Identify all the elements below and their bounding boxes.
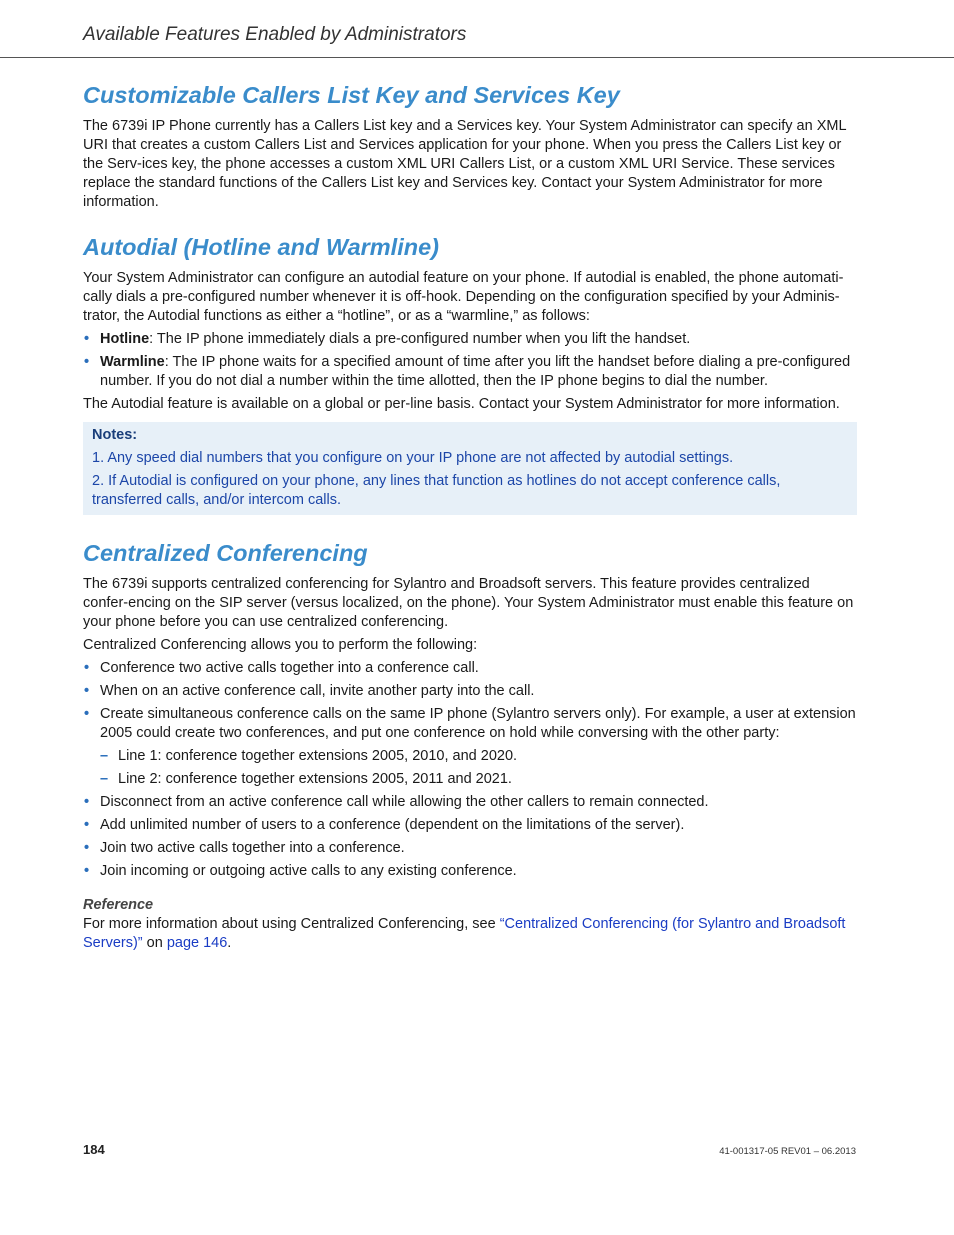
paragraph: The 6739i supports centralized conferencing for Sylantro and Broadsoft servers. This feature provides centralized confer-encing on the SIP server (versus localized, on the phone). Your System Administrator must enable this feature on your phone before you can use centralized conferencing. bbox=[83, 576, 854, 630]
page-content bbox=[83, 80, 857, 953]
bullet-list bbox=[83, 659, 857, 881]
running-header: Available Features Enabled by Administrators bbox=[83, 24, 467, 45]
term-description: : The IP phone immediately dials a pre-configured number when you lift the handset. bbox=[149, 331, 691, 347]
list-item bbox=[83, 705, 857, 789]
header-rule bbox=[0, 57, 954, 58]
list-item: • Disconnect from an active conference call while allowing the other callers to remain connected. bbox=[83, 793, 857, 812]
list-item: • Add unlimited number of users to a conference (dependent on the limitations of the server). bbox=[83, 816, 857, 835]
paragraph: The Autodial feature is available on a global or per-line basis. Contact your System Administrator for more information. bbox=[83, 396, 840, 412]
term: Hotline bbox=[100, 331, 150, 347]
section-title: Autodial (Hotline and Warmline) bbox=[83, 234, 439, 260]
page-number: 184 bbox=[83, 1142, 105, 1157]
note-item: 1. Any speed dial numbers that you configure on your IP phone are not affected by autodial settings. bbox=[92, 450, 734, 466]
sub-list bbox=[100, 747, 857, 789]
reference-text: For more information about using Centralized Conferencing, see bbox=[83, 916, 500, 932]
section-centralized-conferencing bbox=[83, 538, 857, 953]
reference-heading: Reference bbox=[83, 897, 154, 913]
reference-text: . bbox=[227, 935, 232, 951]
document-id: 41-001317-05 REV01 – 06.2013 bbox=[719, 1146, 856, 1157]
list-item bbox=[83, 353, 857, 391]
sub-list-item: – Line 2: conference together extensions 2005, 2011 and 2021. bbox=[100, 770, 857, 789]
section-callers-list bbox=[83, 80, 857, 212]
reference-paragraph bbox=[83, 915, 857, 953]
reference-text: on bbox=[142, 935, 167, 951]
term-description: : The IP phone waits for a specified amount of time after you lift the handset before dialing a pre-configured number. If you do not dial a number within the time allotted, then the IP phone begins to dial the number. bbox=[100, 354, 851, 389]
section-autodial bbox=[83, 232, 857, 515]
notes-box bbox=[83, 422, 857, 515]
section-title: Customizable Callers List Key and Services Key bbox=[83, 82, 620, 108]
paragraph: Your System Administrator can configure an autodial feature on your phone. If autodial is enabled, the phone automati-cally dials a pre-configured number whenever it is off-hook. Depending on the configuration specified by your Adminis-trator, the Autodial functions as either a “hotline”, or as a “warmline,” as follows: bbox=[83, 270, 844, 324]
reference-link-section[interactable]: “Centralized Conferencing (for Sylantro and Broadsoft Servers)” bbox=[83, 916, 846, 951]
reference-link-page[interactable]: page 146 bbox=[166, 935, 228, 951]
sub-list-item: – Line 1: conference together extensions 2005, 2010, and 2020. bbox=[100, 747, 857, 766]
list-item bbox=[83, 330, 857, 349]
note-item: 2. If Autodial is configured on your phone, any lines that function as hotlines do not accept conference calls, transferred calls, and/or intercom calls. bbox=[92, 473, 781, 508]
notes-heading: Notes: bbox=[92, 427, 138, 443]
paragraph: Centralized Conferencing allows you to perform the following: bbox=[83, 637, 478, 653]
list-item: • Join two active calls together into a conference. bbox=[83, 839, 857, 858]
bullet-list bbox=[83, 330, 857, 391]
list-item: • When on an active conference call, invite another party into the call. bbox=[83, 682, 857, 701]
term: Warmline bbox=[100, 354, 165, 370]
list-item: • Conference two active calls together into a conference call. bbox=[83, 659, 857, 678]
list-item-text: Create simultaneous conference calls on the same IP phone (Sylantro servers only). For example, a user at extension 2005 could create two conferences, and put one conference on hold while conversing with the other party: bbox=[100, 706, 856, 741]
list-item: • Join incoming or outgoing active calls to any existing conference. bbox=[83, 862, 857, 881]
section-title: Centralized Conferencing bbox=[83, 540, 368, 566]
paragraph: The 6739i IP Phone currently has a Callers List key and a Services key. Your System Administrator can specify an XML URI that creates a custom Callers List and Services application for your phone. When you press the Callers List key or the Serv-ices key, the phone accesses a custom XML URI Callers List, or a custom XML URI Service. These services replace the standard functions of the Callers List key and Services key. Contact your System Administrator for more information. bbox=[83, 118, 846, 210]
